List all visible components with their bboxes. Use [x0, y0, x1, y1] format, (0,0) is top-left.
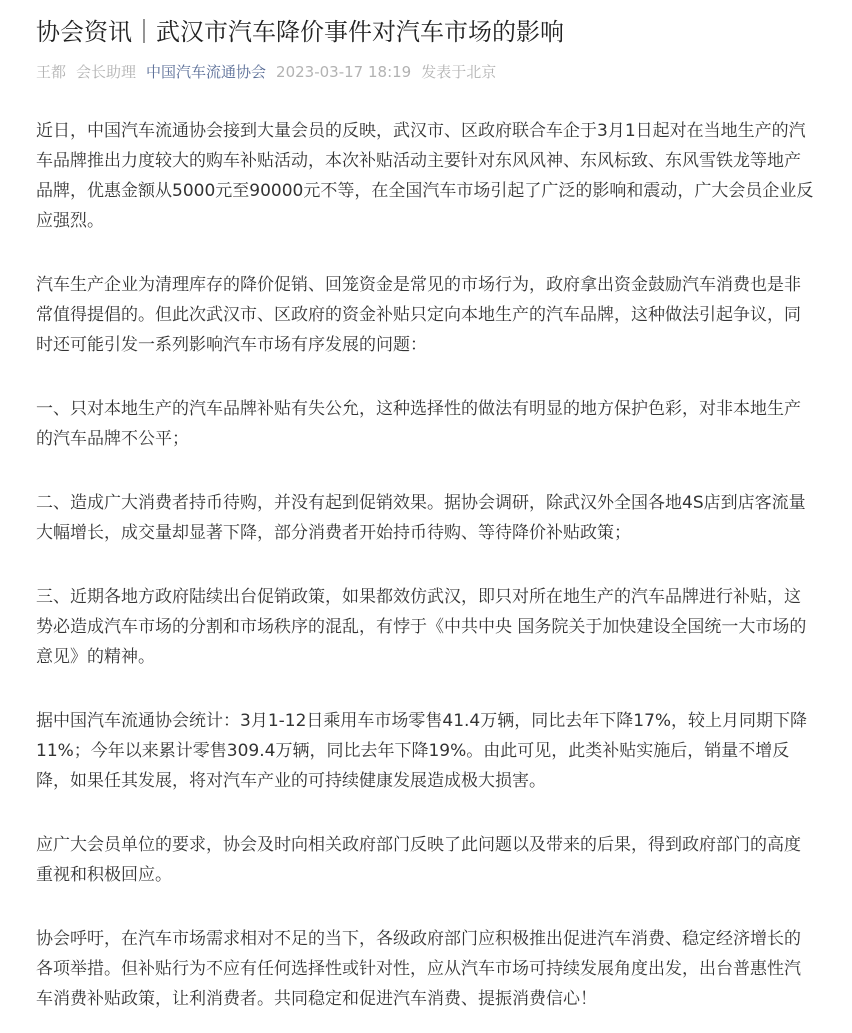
paragraph: 近日，中国汽车流通协会接到大量会员的反映，武汉市、区政府联合车企于3月1日起对在当地生产的汽车品牌推出力度较大的购车补贴活动，本次补贴活动主要针对东风风神、东风标致、东风雪铁龙等地产品牌，优惠金额从5000元至90000元不等，在全国汽车市场引起了广泛的影响和震动，广大会员企业反应强烈。 [36, 121, 814, 231]
author-name: 王都 [36, 63, 67, 81]
paragraph: 汽车生产企业为清理库存的降价促销、回笼资金是常见的市场行为，政府拿出资金鼓励汽车消费也是非常值得提倡的。但此次武汉市、区政府的资金补贴只定向本地生产的汽车品牌，这种做法引起争议，同时还可能引发一系列影响汽车市场有序发展的问题： [36, 275, 801, 355]
publish-datetime: 2023-03-17 18:19 [276, 63, 412, 81]
author-role: 会长助理 [76, 63, 137, 81]
paragraph: 二、造成广大消费者持币待购，并没有起到促销效果。据协会调研，除武汉外全国各地4S店到店客流量大幅增长，成交量却显著下降，部分消费者开始持币待购、等待降价补贴政策； [36, 493, 806, 543]
paragraph: 一、只对本地生产的汽车品牌补贴有失公允，这种选择性的做法有明显的地方保护色彩，对非本地生产的汽车品牌不公平； [36, 399, 801, 449]
publish-location: 发表于北京 [421, 63, 497, 81]
article-meta [36, 61, 816, 83]
paragraph: 协会呼吁，在汽车市场需求相对不足的当下，各级政府部门应积极推出促进汽车消费、稳定经济增长的各项举措。但补贴行为不应有任何选择性或针对性，应从汽车市场可持续发展角度出发，出台普惠性汽车消费补贴政策，让利消费者。共同稳定和促进汽车消费、提振消费信心！ [36, 929, 801, 1009]
article-title: 协会资讯｜武汉市汽车降价事件对汽车市场的影响 [36, 18, 564, 46]
paragraph: 应广大会员单位的要求，协会及时向相关政府部门反映了此问题以及带来的后果，得到政府部门的高度重视和积极回应。 [36, 835, 801, 885]
article-body [36, 116, 816, 1014]
paragraph: 据中国汽车流通协会统计：3月1-12日乘用车市场零售41.4万辆，同比去年下降17%，较上月同期下降11%；今年以来累计零售309.4万辆，同比去年下降19%。由此可见，此类补贴实施后，销量不增反降，如果任其发展，将对汽车产业的可持续健康发展造成极大损害。 [36, 711, 808, 791]
account-name-link[interactable]: 中国汽车流通协会 [146, 63, 267, 81]
paragraph: 三、近期各地方政府陆续出台促销政策，如果都效仿武汉，即只对所在地生产的汽车品牌进行补贴，这势必造成汽车市场的分割和市场秩序的混乱，有悖于《中共中央 国务院关于加快建设全国统一大市场的意见》的精神。 [36, 587, 807, 667]
